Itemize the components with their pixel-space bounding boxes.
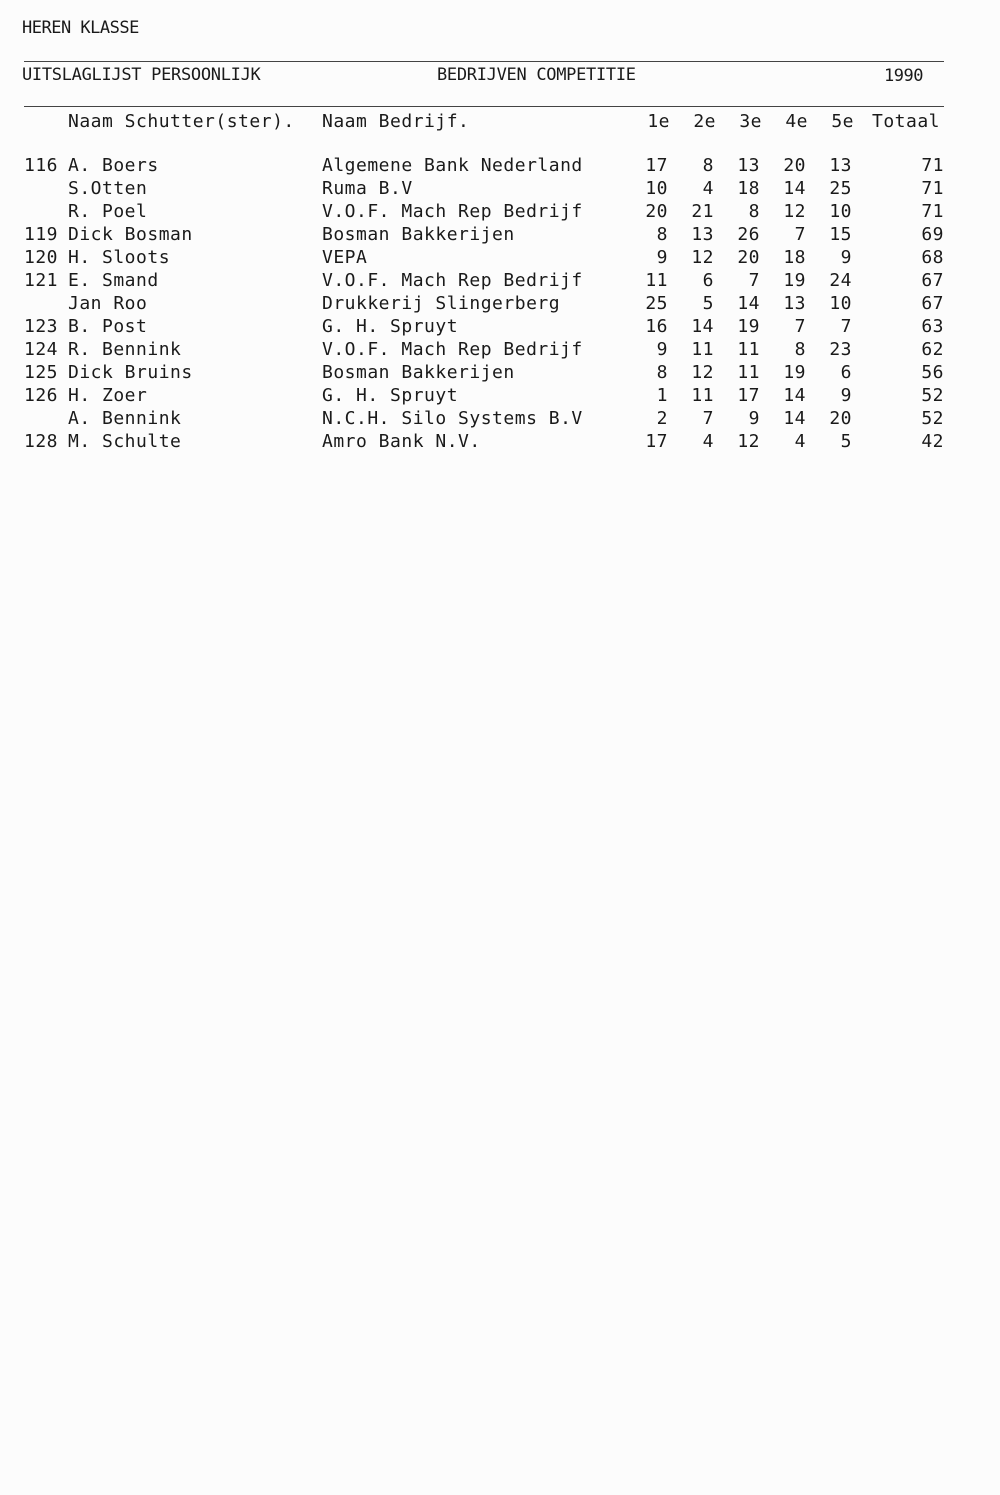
shooter-name-cell: A. Bennink [68,408,182,429]
round-3-score: 8 [748,201,760,222]
round-1-score: 9 [656,247,668,268]
rank-cell: 125 [24,362,59,383]
round-4-score: 12 [783,201,806,222]
total-score: 71 [921,178,944,199]
round-2-score: 8 [702,155,714,176]
year: 1990 [884,66,923,86]
round-3-score: 17 [737,385,760,406]
round-1-score: 17 [645,155,668,176]
rank-cell: 120 [24,247,59,268]
round-2-score: 12 [691,247,714,268]
round-2-score: 4 [702,178,714,199]
shooter-name-cell: A. Boers [68,155,159,176]
rank-cell: 116 [24,155,59,176]
company-cell: VEPA [322,247,368,268]
round-2-score: 7 [702,408,714,429]
round-2-score: 11 [691,385,714,406]
total-score: 68 [921,247,944,268]
shooter-name-cell: R. Poel [68,201,148,222]
round-4-score: 13 [783,293,806,314]
round-2-score: 11 [691,339,714,360]
round-1-score: 2 [656,408,668,429]
round-4-score: 7 [794,224,806,245]
column-header-round-4: 4e [785,111,808,132]
company-cell: V.O.F. Mach Rep Bedrijf [322,339,583,360]
company-cell: V.O.F. Mach Rep Bedrijf [322,270,583,291]
round-5-score: 20 [829,408,852,429]
table-row [0,293,1000,316]
round-3-score: 13 [737,155,760,176]
total-score: 67 [921,293,944,314]
round-3-score: 9 [748,408,760,429]
shooter-name-cell: Dick Bruins [68,362,193,383]
shooter-name-cell: H. Sloots [68,247,171,268]
round-1-score: 20 [645,201,668,222]
column-header-round-2: 2e [693,111,716,132]
top-rule [24,61,944,62]
round-4-score: 14 [783,385,806,406]
company-cell: N.C.H. Silo Systems B.V [322,408,583,429]
table-row [0,155,1000,178]
table-row [0,178,1000,201]
column-header-round-3: 3e [739,111,762,132]
round-4-score: 19 [783,362,806,383]
total-score: 52 [921,408,944,429]
total-score: 42 [921,431,944,452]
shooter-name-cell: Jan Roo [68,293,148,314]
competition-title: BEDRIJVEN COMPETITIE [437,65,636,85]
table-row [0,385,1000,408]
total-score: 71 [921,201,944,222]
round-1-score: 1 [656,385,668,406]
total-score: 69 [921,224,944,245]
round-3-score: 11 [737,362,760,383]
total-score: 52 [921,385,944,406]
round-5-score: 10 [829,201,852,222]
round-4-score: 8 [794,339,806,360]
round-1-score: 16 [645,316,668,337]
round-5-score: 9 [840,247,852,268]
round-3-score: 26 [737,224,760,245]
table-row [0,201,1000,224]
round-4-score: 18 [783,247,806,268]
total-score: 63 [921,316,944,337]
round-5-score: 10 [829,293,852,314]
header-rule [24,106,944,107]
round-4-score: 20 [783,155,806,176]
table-row [0,247,1000,270]
round-5-score: 5 [840,431,852,452]
round-2-score: 12 [691,362,714,383]
round-4-score: 14 [783,408,806,429]
round-5-score: 24 [829,270,852,291]
company-cell: Algemene Bank Nederland [322,155,583,176]
shooter-name-cell: S.Otten [68,178,148,199]
company-cell: Drukkerij Slingerberg [322,293,561,314]
round-3-score: 14 [737,293,760,314]
total-score: 56 [921,362,944,383]
round-2-score: 14 [691,316,714,337]
rank-cell: 119 [24,224,59,245]
column-header-round-1: 1e [647,111,670,132]
rank-cell: 121 [24,270,59,291]
round-1-score: 11 [645,270,668,291]
round-5-score: 23 [829,339,852,360]
round-2-score: 5 [702,293,714,314]
round-4-score: 4 [794,431,806,452]
round-5-score: 25 [829,178,852,199]
round-1-score: 8 [656,362,668,383]
column-header-company: Naam Bedrijf. [322,111,470,132]
round-3-score: 19 [737,316,760,337]
shooter-name-cell: R. Bennink [68,339,182,360]
document-title: UITSLAGLIJST PERSOONLIJK [22,65,261,85]
shooter-name-cell: H. Zoer [68,385,148,406]
round-5-score: 13 [829,155,852,176]
company-cell: G. H. Spruyt [322,316,459,337]
round-3-score: 7 [748,270,760,291]
round-5-score: 9 [840,385,852,406]
column-header-round-5: 5e [831,111,854,132]
company-cell: G. H. Spruyt [322,385,459,406]
round-1-score: 25 [645,293,668,314]
round-1-score: 17 [645,431,668,452]
table-row [0,339,1000,362]
round-3-score: 18 [737,178,760,199]
round-4-score: 7 [794,316,806,337]
table-row [0,224,1000,247]
company-cell: Bosman Bakkerijen [322,362,515,383]
shooter-name-cell: M. Schulte [68,431,182,452]
round-2-score: 21 [691,201,714,222]
rank-cell: 128 [24,431,59,452]
round-3-score: 12 [737,431,760,452]
round-4-score: 14 [783,178,806,199]
round-1-score: 10 [645,178,668,199]
rank-cell: 124 [24,339,59,360]
round-5-score: 6 [840,362,852,383]
company-cell: Amro Bank N.V. [322,431,481,452]
table-row [0,270,1000,293]
shooter-name-cell: B. Post [68,316,148,337]
total-score: 62 [921,339,944,360]
total-score: 71 [921,155,944,176]
rank-cell: 123 [24,316,59,337]
round-5-score: 7 [840,316,852,337]
round-2-score: 4 [702,431,714,452]
round-1-score: 8 [656,224,668,245]
round-3-score: 20 [737,247,760,268]
column-header-name: Naam Schutter(ster). [68,111,295,132]
table-row [0,316,1000,339]
round-5-score: 15 [829,224,852,245]
shooter-name-cell: Dick Bosman [68,224,193,245]
company-cell: Bosman Bakkerijen [322,224,515,245]
class-title: HEREN KLASSE [22,18,139,38]
table-row [0,408,1000,431]
round-4-score: 19 [783,270,806,291]
round-1-score: 9 [656,339,668,360]
total-score: 67 [921,270,944,291]
round-2-score: 6 [702,270,714,291]
round-3-score: 11 [737,339,760,360]
rank-cell: 126 [24,385,59,406]
shooter-name-cell: E. Smand [68,270,159,291]
table-row [0,431,1000,454]
company-cell: V.O.F. Mach Rep Bedrijf [322,201,583,222]
round-2-score: 13 [691,224,714,245]
table-row [0,362,1000,385]
company-cell: Ruma B.V [322,178,413,199]
column-header-total: Totaal [872,111,941,132]
results-table [0,155,1000,454]
